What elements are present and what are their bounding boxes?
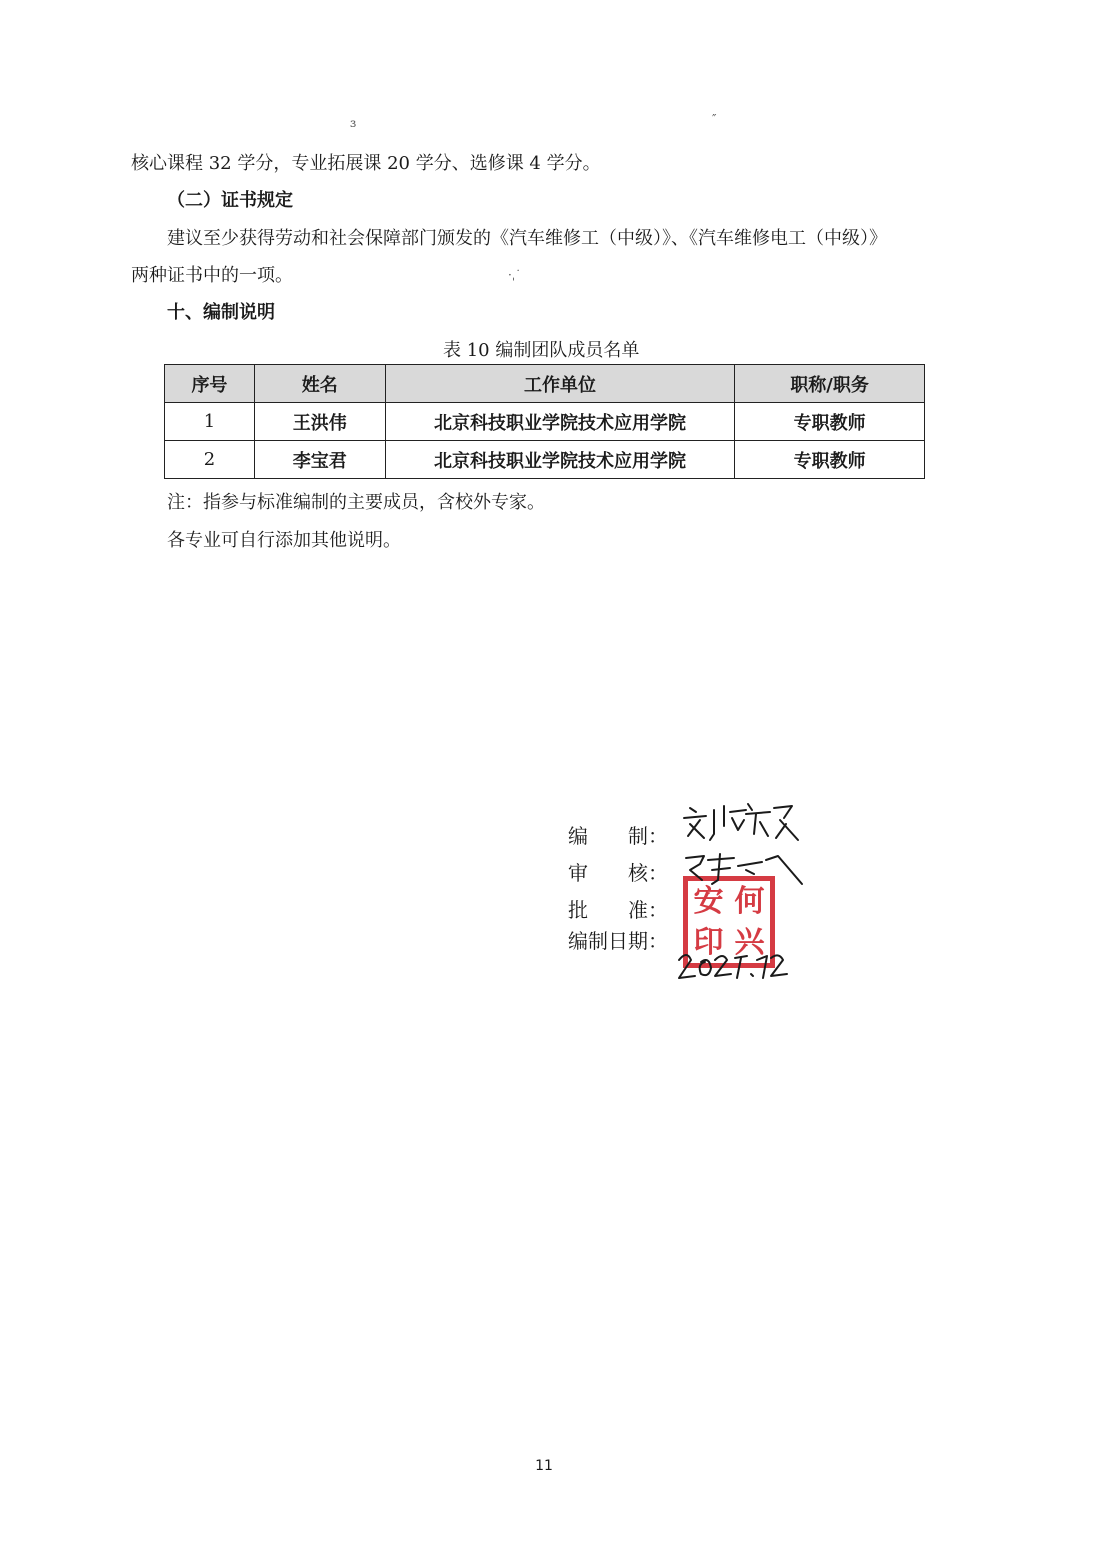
paragraph-credits: 核心课程 32 学分，专业拓展课 20 学分、选修课 4 学分。 — [131, 153, 601, 174]
reviewed-signature — [682, 850, 807, 892]
table-row — [165, 403, 925, 441]
scan-speck: ·ˌ˙ — [508, 268, 522, 282]
header-title: 职称/职务 — [735, 365, 925, 403]
header-index: 序号 — [165, 365, 255, 403]
table-caption: 表 10 编制团队成员名单 — [443, 340, 640, 361]
heading-compilation-notes: 十、编制说明 — [167, 302, 275, 323]
header-unit: 工作单位 — [385, 365, 735, 403]
label-prepared-by: 编 制： — [568, 824, 668, 848]
table-row — [165, 441, 925, 479]
scan-speck: ɜ — [350, 116, 357, 130]
paragraph-certificate-line2: 两种证书中的一项。 — [131, 265, 293, 286]
table-header-row — [165, 365, 925, 403]
note-additional: 各专业可自行添加其他说明。 — [167, 530, 401, 551]
label-reviewed-by: 审 核： — [568, 861, 668, 885]
note-members: 注：指参与标准编制的主要成员，含校外专家。 — [167, 492, 545, 513]
heading-certificate: （二）证书规定 — [167, 190, 293, 211]
label-approved-by: 批 准： — [568, 898, 668, 922]
cell-index: 2 — [165, 441, 255, 479]
cell-title: 专职教师 — [735, 403, 925, 441]
seal-char: 何 — [734, 883, 765, 919]
cell-title: 专职教师 — [735, 441, 925, 479]
prepared-signature — [680, 800, 810, 850]
date-handwritten — [675, 948, 790, 984]
cell-index: 1 — [165, 403, 255, 441]
scan-speck: ″ — [712, 112, 717, 126]
header-name: 姓名 — [254, 365, 385, 403]
seal-char: 兴 — [734, 924, 765, 960]
team-members-table — [164, 364, 925, 479]
cell-unit: 北京科技职业学院技术应用学院 — [385, 403, 735, 441]
cell-name: 王洪伟 — [254, 403, 385, 441]
seal-char: 印 — [693, 924, 724, 960]
label-compile-date: 编制日期： — [568, 929, 668, 953]
seal-char: 安 — [693, 883, 724, 919]
cell-name: 李宝君 — [254, 441, 385, 479]
page-number: 11 — [535, 1458, 553, 1474]
cell-unit: 北京科技职业学院技术应用学院 — [385, 441, 735, 479]
paragraph-certificate-line1: 建议至少获得劳动和社会保障部门颁发的《汽车维修工（中级）》、《汽车维修电工（中级）》 — [167, 228, 887, 249]
